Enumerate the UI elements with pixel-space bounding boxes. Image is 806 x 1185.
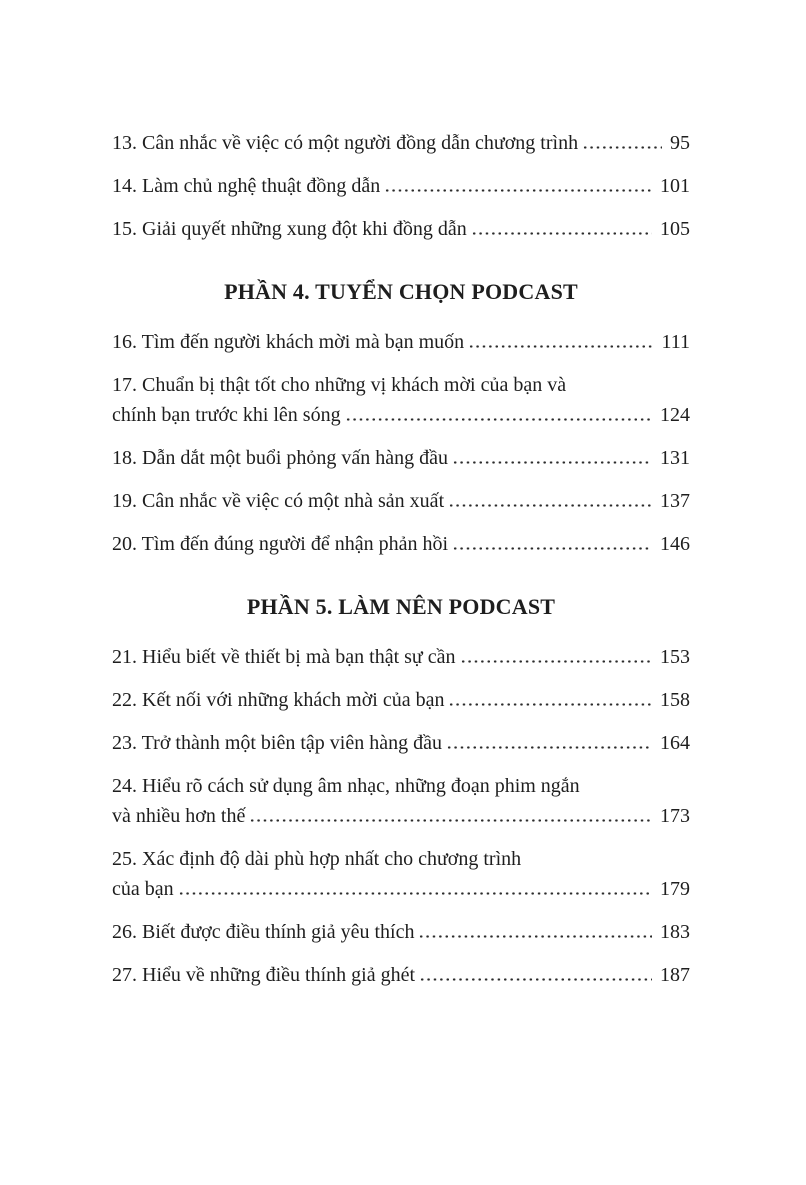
section-heading: PHẦN 5. LÀM NÊN PODCAST — [246, 594, 556, 619]
dot-leader — [448, 703, 652, 706]
table-of-contents — [112, 128, 690, 1003]
toc-entry-text: 24. Hiểu rõ cách sử dụng âm nhạc, những đoạn phim ngắn — [112, 775, 580, 797]
toc-entry-text: 16. Tìm đến người khách mời mà bạn muốn — [112, 331, 465, 353]
dot-leader — [178, 892, 652, 895]
toc-item — [112, 214, 690, 244]
dot-leader — [452, 461, 652, 464]
toc-entry-line — [112, 214, 690, 244]
toc-entry-text: và nhiều hơn thế — [112, 805, 246, 827]
toc-item — [112, 917, 690, 947]
dot-leader — [448, 504, 652, 507]
dot-leader — [452, 547, 652, 550]
toc-section — [112, 572, 690, 1003]
toc-entry-line — [112, 171, 690, 201]
toc-entry-text: 13. Cân nhắc về việc có một người đồng dẫn chương trình — [112, 132, 579, 154]
page-number: 153 — [660, 646, 690, 668]
toc-item — [112, 960, 690, 990]
page-number: 179 — [660, 878, 690, 900]
toc-entry-line — [112, 443, 690, 473]
toc-entry-text: 22. Kết nối với những khách mời của bạn — [112, 689, 445, 711]
dot-leader — [418, 935, 652, 938]
toc-item — [112, 529, 690, 559]
page-number: 95 — [670, 132, 690, 154]
toc-item — [112, 370, 690, 430]
toc-item — [112, 486, 690, 516]
section-heading: PHẦN 4. TUYỂN CHỌN PODCAST — [224, 279, 578, 304]
toc-entry-text: của bạn — [112, 878, 174, 900]
page-number: 105 — [660, 218, 690, 240]
page-number: 164 — [660, 732, 690, 754]
toc-entry-line — [112, 801, 690, 831]
dot-leader — [345, 418, 652, 421]
toc-entry-text: 17. Chuẩn bị thật tốt cho những vị khách mời của bạn và — [112, 374, 567, 396]
toc-item — [112, 728, 690, 758]
dot-leader — [468, 345, 653, 348]
toc-entry-line — [112, 642, 690, 672]
toc-entry-text: 27. Hiểu về những điều thính giả ghét — [112, 964, 416, 986]
toc-entry-line — [112, 771, 690, 801]
toc-entry-text: 26. Biết được điều thính giả yêu thích — [112, 921, 415, 943]
toc-entry-text: 19. Cân nhắc về việc có một nhà sản xuất — [112, 490, 445, 512]
toc-item — [112, 443, 690, 473]
dot-leader — [419, 978, 652, 981]
page-number: 183 — [660, 921, 690, 943]
toc-entry-line — [112, 529, 690, 559]
dot-leader — [582, 146, 662, 149]
page-number: 101 — [660, 175, 690, 197]
toc-entry-text: 21. Hiểu biết về thiết bị mà bạn thật sự cần — [112, 646, 456, 668]
toc-entry-text: 20. Tìm đến đúng người để nhận phản hồi — [112, 533, 449, 555]
toc-item — [112, 171, 690, 201]
toc-item — [112, 128, 690, 158]
page-number: 158 — [660, 689, 690, 711]
toc-entry-line — [112, 685, 690, 715]
toc-entry-line — [112, 874, 690, 904]
page-number: 187 — [660, 964, 690, 986]
section-items — [112, 128, 690, 244]
dot-leader — [471, 232, 652, 235]
toc-entry-text: chính bạn trước khi lên sóng — [112, 404, 341, 426]
toc-entry-text: 18. Dẫn dắt một buổi phỏng vấn hàng đầu — [112, 447, 449, 469]
toc-entry-line — [112, 960, 690, 990]
toc-entry-line — [112, 370, 690, 400]
toc-entry-line — [112, 917, 690, 947]
section-items — [112, 327, 690, 559]
toc-entry-text: 23. Trở thành một biên tập viên hàng đầu — [112, 732, 442, 754]
dot-leader — [384, 189, 652, 192]
page-number: 173 — [660, 805, 690, 827]
section-items — [112, 642, 690, 990]
dot-leader — [249, 819, 652, 822]
toc-item — [112, 771, 690, 831]
toc-section — [112, 257, 690, 572]
toc-entry-text: 15. Giải quyết những xung đột khi đồng dẫn — [112, 218, 467, 240]
page-number: 131 — [660, 447, 690, 469]
dot-leader — [446, 746, 652, 749]
toc-section — [112, 128, 690, 257]
toc-entry-line — [112, 128, 690, 158]
page-number: 111 — [661, 331, 690, 353]
toc-item — [112, 685, 690, 715]
toc-entry-line — [112, 327, 690, 357]
toc-entry-line — [112, 400, 690, 430]
page-number: 124 — [660, 404, 690, 426]
toc-entry-line — [112, 728, 690, 758]
toc-item — [112, 642, 690, 672]
dot-leader — [460, 660, 652, 663]
toc-entry-text: 25. Xác định độ dài phù hợp nhất cho chương trình — [112, 848, 522, 870]
toc-item — [112, 844, 690, 904]
toc-entry-line — [112, 844, 690, 874]
toc-item — [112, 327, 690, 357]
page-number: 146 — [660, 533, 690, 555]
page-number: 137 — [660, 490, 690, 512]
toc-entry-line — [112, 486, 690, 516]
toc-entry-text: 14. Làm chủ nghệ thuật đồng dẫn — [112, 175, 381, 197]
